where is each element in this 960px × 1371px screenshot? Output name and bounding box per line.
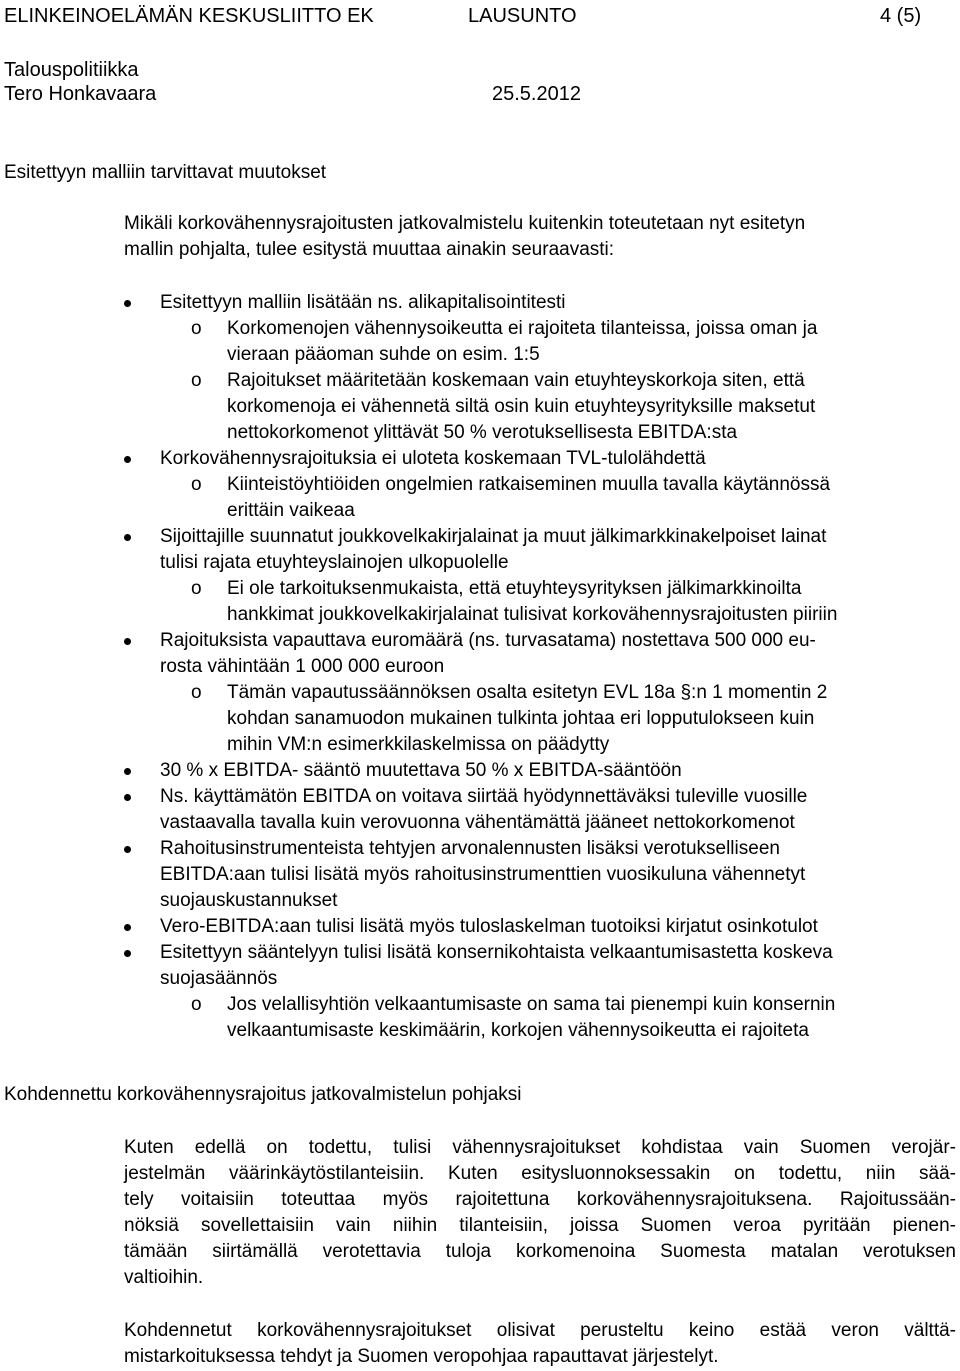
text-line: tämään siirtämällä verotettavia tuloja korkomenoina Suomesta matalan verotuksen [124,1241,956,1262]
sub-bullet-text-line: Kiinteistöyhtiöiden ongelmien ratkaiseminen muulla tavalla käytännössä [227,474,831,495]
sub-bullet-item [0,368,960,446]
sub-bullet-text-line: erittäin vaikeaa [227,500,355,521]
bullet-dot-icon [124,794,131,801]
sub-bullet-text-line: velkaantumisaste keskimäärin, korkojen vähennysoikeutta ei rajoiteta [227,1020,809,1041]
bullet-item [0,836,960,914]
bullet-dot-icon [124,950,131,957]
body-paragraph [124,1318,956,1370]
document-type: LAUSUNTO [468,5,577,27]
sub-bullet-text-line: vieraan pääoman suhde on esim. 1:5 [227,344,540,365]
sub-bullet-item [0,576,960,628]
sub-bullet-item [0,472,960,524]
bullet-text-line: Rahoitusinstrumenteista tehtyjen arvonalennusten lisäksi verotukselliseen [160,838,780,859]
text-line: Mikäli korkovähennysrajoitusten jatkovalmistelu kuitenkin toteutetaan nyt esitetyn [124,213,806,234]
text-line: tely voitaisiin toteuttaa myös rajoitettuna korkovähennysrajoituksena. Rajoitussään- [124,1189,956,1210]
intro-paragraph [124,211,960,263]
sub-bullet-text-line: nettokorkomenot ylittävät 50 % verotuksellisesta EBITDA:sta [227,422,738,443]
author: Tero Honkavaara [4,83,157,105]
bullet-text-line: Rajoituksista vapauttava euromäärä (ns. turvasatama) nostettava 500 000 eu- [160,630,816,651]
sub-bullet-text-line: Ei ole tarkoituksenmukaista, että etuyhteysyrityksen jälkimarkkinoilta [227,578,802,599]
sub-bullet-text-line: hankkimat joukkovelkakirjalainat tulisivat korkovähennysrajoitusten piiriin [227,604,838,625]
bullet-item [0,628,960,758]
bullet-text-line: suojauskustannukset [160,890,338,911]
bullet-list [0,290,960,1044]
text-line: valtioihin. [124,1267,204,1288]
sub-bullet-marker: o [191,994,202,1015]
bullet-item [0,940,960,1044]
bullet-dot-icon [124,846,131,853]
page-number: 4 (5) [880,5,922,27]
body-paragraph [124,1135,956,1291]
department: Talouspolitiikka [4,59,139,81]
sub-bullet-marker: o [191,318,202,339]
text-line: mistarkoituksessa tehdyt ja Suomen veropohjaa rapauttavat järjestelyt. [124,1346,719,1367]
bullet-text-line: Korkovähennysrajoituksia ei uloteta koskemaan TVL-tulolähdettä [160,448,706,469]
bullet-item [0,446,960,524]
text-line: Kuten edellä on todettu, tulisi vähennysrajoitukset kohdistaa vain Suomen verojär- [124,1137,956,1158]
bullet-text-line: vastaavalla tavalla kuin verovuonna vähentämättä jääneet nettokorkomenot [160,812,795,833]
sub-bullet-text-line: kohdan sanamuodon mukainen tulkinta johtaa eri lopputulokseen kuin [227,708,815,729]
sub-bullet-text-line: Rajoitukset määritetään koskemaan vain etuyhteyskorkoja siten, että [227,370,805,391]
sub-bullet-item [0,680,960,758]
text-line: mallin pohjalta, tulee esitystä muuttaa ainakin seuraavasti: [124,239,615,260]
sub-bullet-text-line: Jos velallisyhtiön velkaantumisaste on sama tai pienempi kuin konsernin [227,994,836,1015]
sub-bullet-marker: o [191,370,202,391]
text-line: nöksiä sovellettaisiin vain niihin tilanteisiin, joissa Suomen veroa pyritään pienen- [124,1215,956,1236]
bullet-dot-icon [124,768,131,775]
bullet-dot-icon [124,638,131,645]
sub-bullet-marker: o [191,682,202,703]
bullet-item [0,524,960,628]
bullet-text-line: Esitettyyn malliin lisätään ns. alikapitalisointitesti [160,292,566,313]
section-heading: Kohdennettu korkovähennysrajoitus jatkovalmistelun pohjaksi [4,1084,522,1105]
sub-bullet-item [0,316,960,368]
sub-bullet-text-line: korkomenoja ei vähennetä siltä osin kuin etuyhteysyrityksille maksetut [227,396,816,417]
text-line: jestelmän väärinkäytöstilanteisiin. Kuten esitysluonnoksessakin on todettu, niin sää- [124,1163,956,1184]
bullet-text-line: Esitettyyn sääntelyyn tulisi lisätä konsernikohtaista velkaantumisastetta koskeva [160,942,833,963]
bullet-item [0,784,960,836]
sub-bullet-item [0,992,960,1044]
bullet-item [0,914,960,940]
bullet-text-line: 30 % x EBITDA- sääntö muutettava 50 % x EBITDA-sääntöön [160,760,682,781]
sub-bullet-text-line: Tämän vapautussäännöksen osalta esitetyn EVL 18a §:n 1 momentin 2 [227,682,828,703]
bullet-dot-icon [124,456,131,463]
section-heading: Esitettyyn malliin tarvittavat muutokset [4,162,327,183]
sub-bullet-text-line: Korkomenojen vähennysoikeutta ei rajoiteta tilanteissa, joissa oman ja [227,318,818,339]
text-line: Kohdennetut korkovähennysrajoitukset olisivat perusteltu keino estää veron välttä- [124,1320,956,1341]
bullet-text-line: EBITDA:aan tulisi lisätä myös rahoitusinstrumenttien vuosikuluna vähennetyt [160,864,806,885]
sub-bullet-marker: o [191,474,202,495]
bullet-text-line: Ns. käyttämätön EBITDA on voitava siirtää hyödynnettäväksi tuleville vuosille [160,786,808,807]
organization-name: ELINKEINOELÄMÄN KESKUSLIITTO EK [4,5,374,27]
document-date: 25.5.2012 [492,83,581,105]
bullet-text-line: suojasäännös [160,968,278,989]
bullet-dot-icon [124,534,131,541]
bullet-dot-icon [124,300,131,307]
bullet-text-line: tulisi rajata etuyhteyslainojen ulkopuolelle [160,552,509,573]
bullet-text-line: rosta vähintään 1 000 000 euroon [160,656,445,677]
bullet-item [0,290,960,446]
bullet-text-line: Sijoittajille suunnatut joukkovelkakirjalainat ja muut jälkimarkkinakelpoiset lainat [160,526,827,547]
bullet-dot-icon [124,924,131,931]
sub-bullet-text-line: mihin VM:n esimerkkilaskelmissa on päädytty [227,734,610,755]
sub-bullet-marker: o [191,578,202,599]
bullet-text-line: Vero-EBITDA:aan tulisi lisätä myös tuloslaskelman tuotoiksi kirjatut osinkotulot [160,916,818,937]
bullet-item [0,758,960,784]
